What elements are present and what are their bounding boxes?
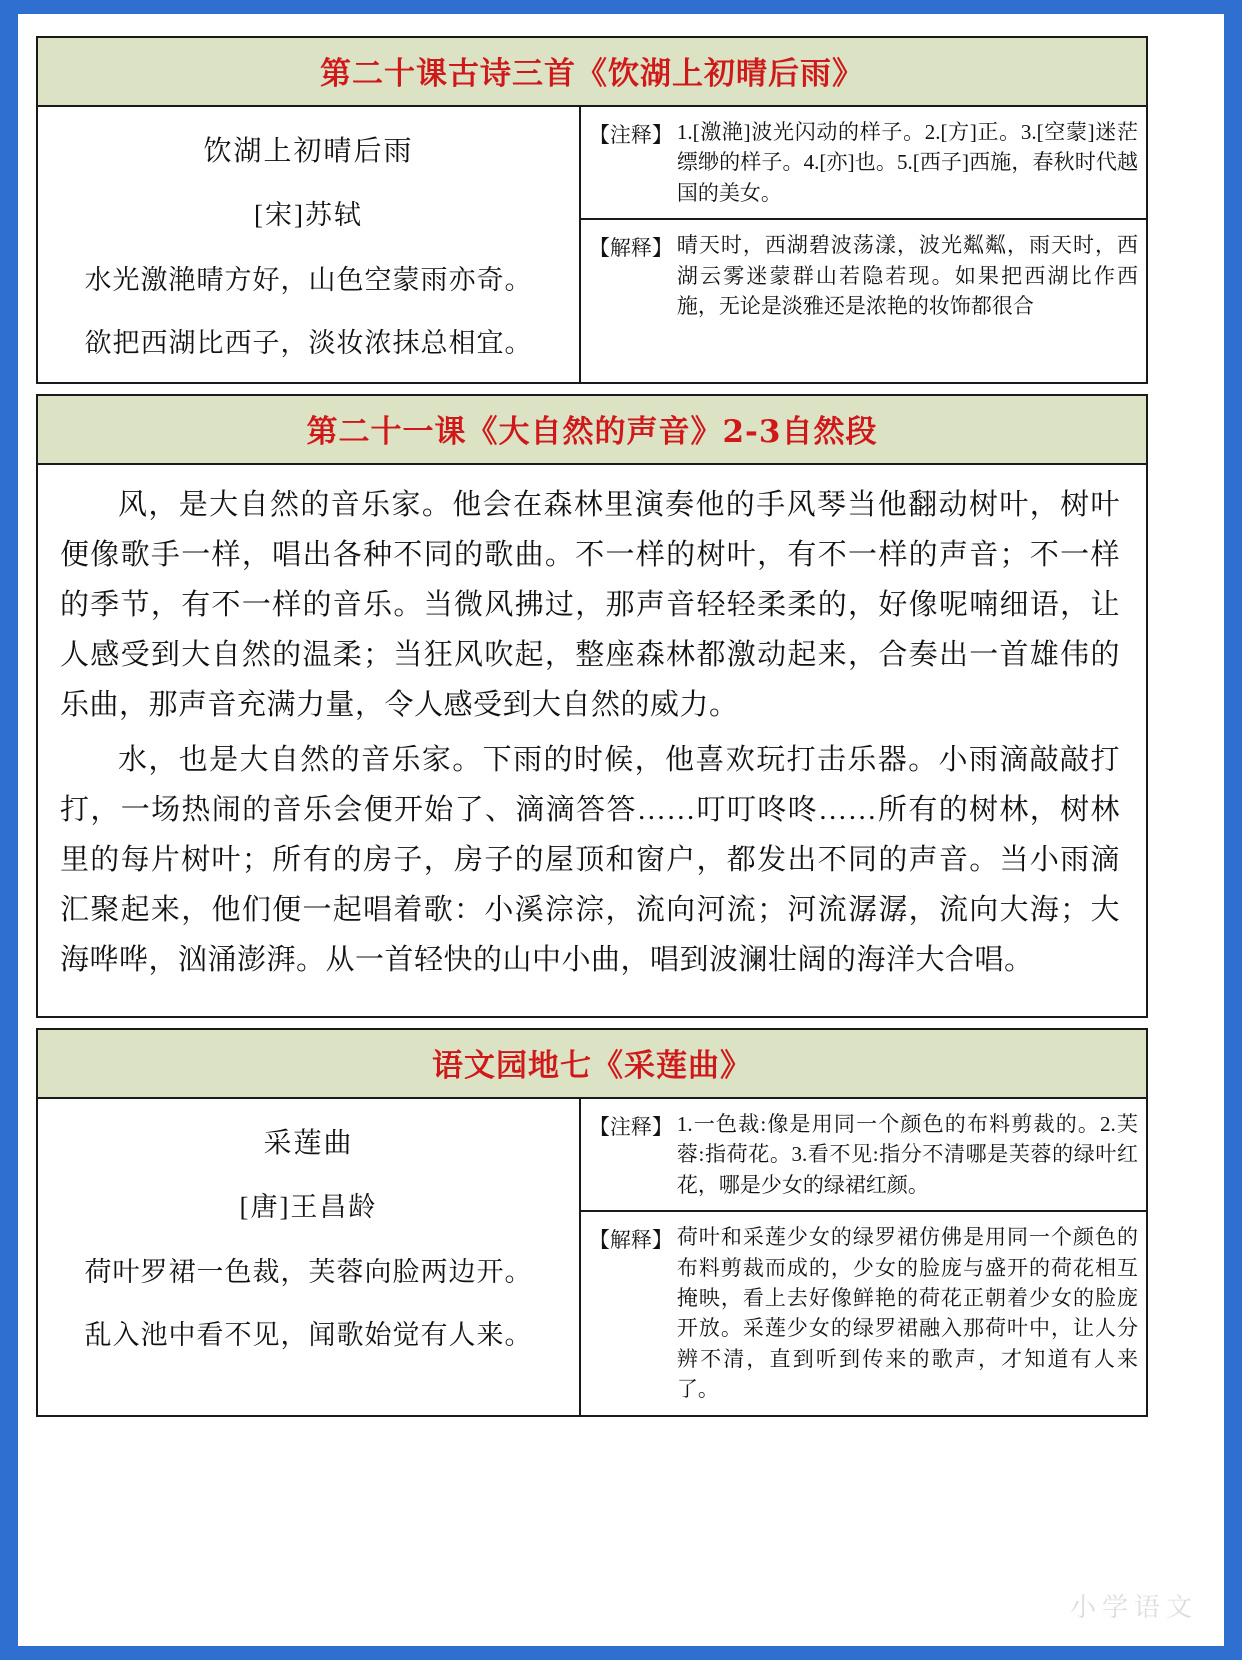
note-tag: 【解释】 bbox=[588, 1228, 673, 1253]
section-lesson20-header: 第二十课古诗三首《饮湖上初晴后雨》 bbox=[38, 38, 1146, 107]
poem-title: 饮湖上初晴后雨 bbox=[203, 136, 414, 167]
note-text: 荷叶和采莲少女的绿罗裙仿佛是用同一个颜色的布料剪裁而成的，少女的脸庞与盛开的荷花相互掩映，看上去好像鲜艳的荷花正朝着少女的脸庞开放。采莲少女的绿罗裙融入那荷叶中，让人分辨不清，直到听到传来的歌声，才知道有人来了。 bbox=[676, 1225, 1138, 1402]
watermark: 小学语文 bbox=[1069, 1593, 1198, 1623]
note-tag: 【注释】 bbox=[588, 1114, 673, 1139]
note-text: 1.一色裁:像是用同一个颜色的布料剪裁的。2.芙蓉:指荷花。3.看不见:指分不清哪是芙蓉的绿叶红花，哪是少女的绿裙红颜。 bbox=[676, 1111, 1138, 1197]
paragraph: 风，是大自然的音乐家。他会在森林里演奏他的手风琴当他翻动树叶，树叶便像歌手一样，唱出各种不同的歌曲。不一样的树叶，有不一样的声音；不一样的季节，有不一样的音乐。当微风拂过，那声音轻轻柔柔的，好像呢喃细语，让人感受到大自然的温柔；当狂风吹起，整座森林都激动起来，合奏出一首雄伟的乐曲，那声音充满力量，令人感受到大自然的威力。 bbox=[60, 489, 1120, 721]
note-row bbox=[581, 107, 1146, 218]
poem-author: [唐]王昌龄 bbox=[239, 1191, 378, 1222]
poem-author: [宋]苏轼 bbox=[253, 200, 363, 230]
note-row bbox=[581, 218, 1146, 331]
poem-line: 乱入池中看不见，闻歌始觉有人来。 bbox=[84, 1319, 533, 1350]
note-row bbox=[581, 1099, 1146, 1210]
section-garden7 bbox=[36, 1028, 1148, 1417]
poem-line: 荷叶罗裙一色裁，芙蓉向脸两边开。 bbox=[84, 1256, 533, 1287]
poem-column-garden7 bbox=[38, 1099, 581, 1415]
section-garden7-body bbox=[38, 1099, 1146, 1415]
note-text: 1.[激滟]波光闪动的样子。2.[方]正。3.[空蒙]迷茫缥缈的样子。4.[亦]也。5.[西子]西施，春秋时代越国的美女。 bbox=[676, 120, 1138, 205]
section-lesson21-body bbox=[38, 465, 1146, 1016]
section-lesson21 bbox=[36, 394, 1148, 1018]
note-tag: 【解释】 bbox=[588, 236, 673, 261]
note-tag: 【注释】 bbox=[588, 123, 673, 147]
poem-line: 水光激滟晴方好，山色空蒙雨亦奇。 bbox=[84, 265, 533, 295]
poem-line: 欲把西湖比西子，淡妆浓抹总相宜。 bbox=[84, 328, 533, 358]
poem-title: 采莲曲 bbox=[263, 1127, 354, 1159]
section-lesson21-header: 第二十一课《大自然的声音》2-3自然段 bbox=[38, 396, 1146, 465]
section-garden7-header: 语文园地七《采莲曲》 bbox=[38, 1030, 1146, 1099]
section-lesson20 bbox=[36, 36, 1148, 384]
note-text: 晴天时，西湖碧波荡漾，波光粼粼，雨天时，西湖云雾迷蒙群山若隐若现。如果把西湖比作西施，无论是淡雅还是浓艳的妆饰都很合 bbox=[676, 233, 1138, 319]
note-row bbox=[581, 1210, 1146, 1415]
notes-column-lesson20 bbox=[581, 107, 1146, 382]
notes-column-garden7 bbox=[581, 1099, 1146, 1415]
poem-column-lesson20 bbox=[38, 107, 581, 382]
worksheet-page bbox=[18, 14, 1224, 1646]
section-lesson20-body bbox=[38, 107, 1146, 382]
paragraph: 水，也是大自然的音乐家。下雨的时候，他喜欢玩打击乐器。小雨滴敲敲打打，一场热闹的音乐会便开始了、滴滴答答……叮叮咚咚……所有的树林，树林里的每片树叶；所有的房子，房子的屋顶和窗户，都发出不同的声音。当小雨滴汇聚起来，他们便一起唱着歌：小溪淙淙，流向河流；河流潺潺，流向大海；大海哗哗，汹涌澎湃。从一首轻快的山中小曲，唱到波澜壮阔的海洋大合唱。 bbox=[60, 744, 1120, 976]
worksheet-content bbox=[36, 36, 1148, 1427]
